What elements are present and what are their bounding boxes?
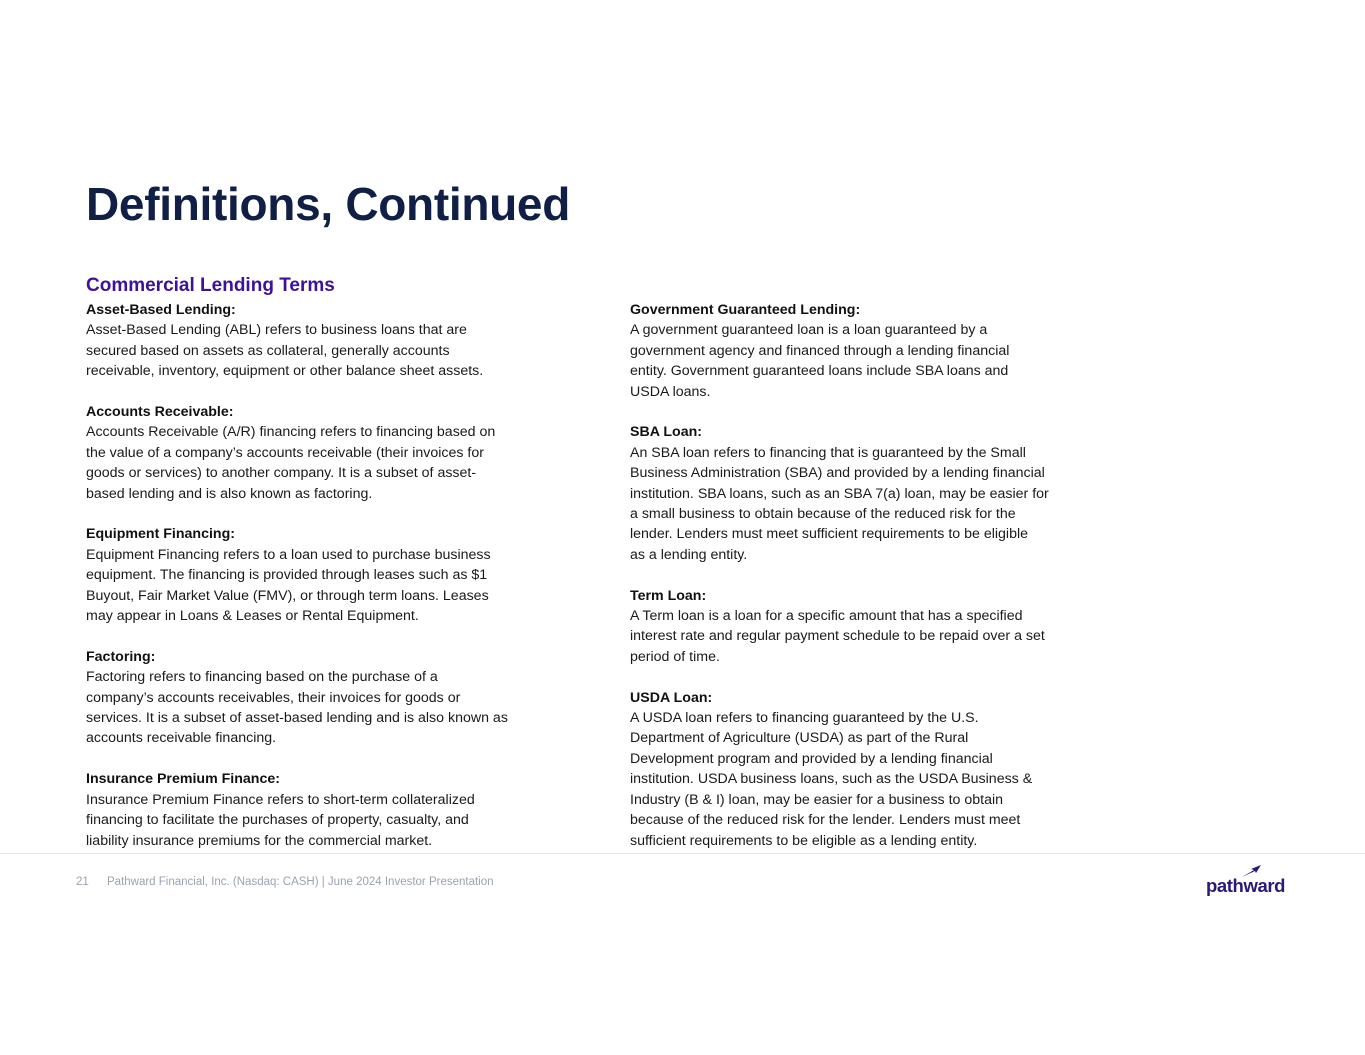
definition-body: Asset-Based Lending (ABL) refers to business loans that are secured based on assets as collateral, generally accounts receivable, inventory, equipment or other balance sheet assets. xyxy=(86,322,484,380)
logo-wordmark: pathward xyxy=(1206,875,1286,896)
page-title: Definitions, Continued xyxy=(86,178,571,230)
definition-sba-loan xyxy=(630,422,1070,565)
definition-body: Factoring refers to financing based on the purchase of a company’s accounts receivables, their invoices for goods or services. It is a subset of asset-based lending and is also known as accounts receivable financing. xyxy=(86,669,508,747)
definition-body: A USDA loan refers to financing guaranteed by the U.S. Department of Agriculture (USDA) as part of the Rural Development program and provided by a lending financial institution. USDA business loans, such as the USDA Business & Industry (B & I) loan, may be easier for a business to obtain because of the reduced risk for the lender. Lenders must meet sufficient requirements to be eligible as a lending entity. xyxy=(630,710,1033,849)
definition-title: Insurance Premium Finance: xyxy=(86,771,280,788)
definition-title: Term Loan: xyxy=(630,587,707,604)
definition-title: USDA Loan: xyxy=(630,689,713,706)
definition-insurance-premium-finance xyxy=(86,769,526,851)
definition-title: Factoring: xyxy=(86,648,156,665)
definition-government-guaranteed-lending xyxy=(630,300,1070,402)
page-number: 21 xyxy=(76,876,89,888)
definition-body: An SBA loan refers to financing that is guaranteed by the Small Business Administration (SBA) and provided by a lending financial institution. SBA loans, such as an SBA 7(a) loan, may be easier for a small business to obtain because of the reduced risk for the lender. Lenders must meet sufficient requirements to be eligible as a lending entity. xyxy=(630,444,1049,563)
definition-title: Government Guaranteed Lending: xyxy=(630,302,861,318)
section-heading: Commercial Lending Terms xyxy=(86,275,335,296)
definition-body: A Term loan is a loan for a specific amount that has a specified interest rate and regular payment schedule to be repaid over a set period of time. xyxy=(630,608,1045,665)
right-definitions-column xyxy=(630,300,1070,851)
definition-asset-based-lending xyxy=(86,300,526,382)
footer-divider xyxy=(0,853,1365,854)
definition-title: SBA Loan: xyxy=(630,424,702,441)
definition-body: Accounts Receivable (A/R) financing refers to financing based on the value of a company’s accounts receivable (their invoices for goods or services) to another company. It is a subset of asset- based lending and is also known as factoring. xyxy=(86,424,496,502)
definition-factoring xyxy=(86,647,526,749)
definition-equipment-financing xyxy=(86,524,526,626)
pathward-logo xyxy=(1206,864,1296,900)
definition-body: A government guaranteed loan is a loan guaranteed by a government agency and financed through a lending financial entity. Government guaranteed loans include SBA loans and USDA loans. xyxy=(630,322,1010,400)
definition-title: Asset-Based Lending: xyxy=(86,302,236,318)
definition-usda-loan xyxy=(630,688,1070,851)
definition-body: Equipment Financing refers to a loan used to purchase business equipment. The financing is provided through leases such as $1 Buyout, Fair Market Value (FMV), or through term loans. Leases may appear in Loans & Leases or Rental Equipment. xyxy=(86,546,491,625)
definition-accounts-receivable xyxy=(86,402,526,504)
definition-body: Insurance Premium Finance refers to short-term collateralized financing to facilitate the purchases of property, casualty, and liability insurance premiums for the commercial market. xyxy=(86,791,475,849)
definition-title: Accounts Receivable: xyxy=(86,404,234,421)
definition-term-loan xyxy=(630,586,1070,668)
definition-title: Equipment Financing: xyxy=(86,526,235,543)
footer-text: Pathward Financial, Inc. (Nasdaq: CASH) | June 2024 Investor Presentation xyxy=(107,876,494,888)
left-definitions-column xyxy=(86,300,526,851)
